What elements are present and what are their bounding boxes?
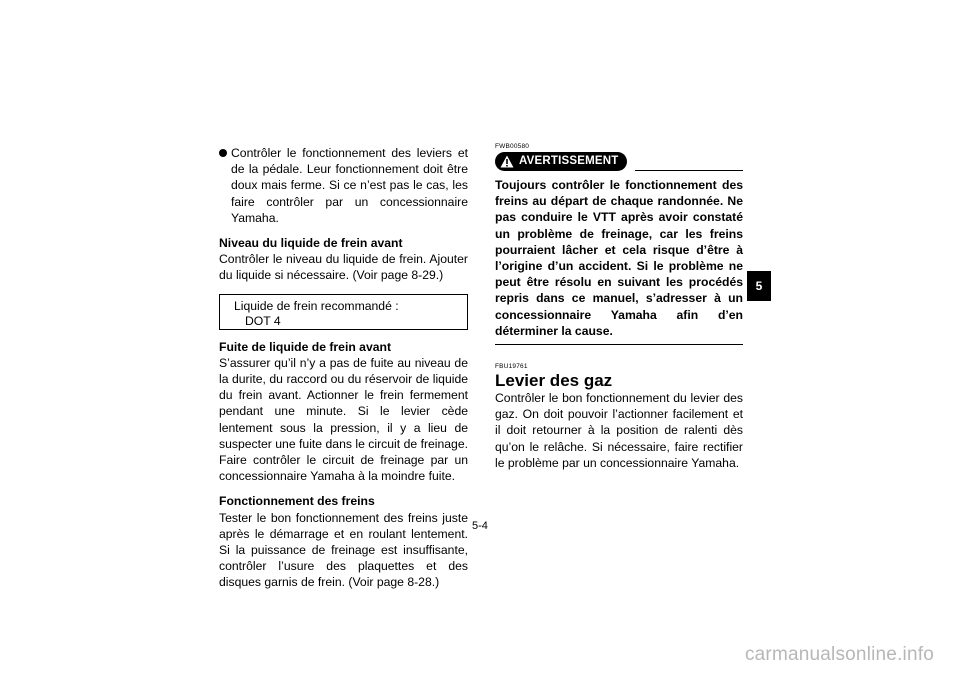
- brake-operation-body: Tester le bon fonctionnement des freins juste après le démarrage et en roulant lentement. Si la puissance de freinage est insuffisante, contrôler l’usure des plaquettes et des disques garnis de frein. (Voir page 8-28.): [219, 510, 468, 590]
- right-column: [495, 143, 743, 471]
- left-column: [219, 145, 468, 591]
- brake-fluid-leak-heading: Fuite de liquide de frein avant: [219, 339, 392, 354]
- section-code: FBU19761: [495, 363, 528, 371]
- warning-text: Toujours contrôler le fonctionnement des freins au départ de chaque randonnée. Ne pas conduire le VTT après avoir constaté un problème de freinage, car les freins pourraient lâcher et cela risque d’être à l’origine d’un accident. Si le problème ne peut être résolu en suivant les procédés repris dans ce manuel, s’adresser à un concessionnaire Yamaha afin d’en déterminer la cause.: [495, 178, 743, 338]
- brake-fluid-level-body: Contrôler le niveau du liquide de frein. Ajouter du liquide si nécessaire. (Voir page 8-29.): [219, 252, 468, 283]
- brake-fluid-level-heading: Niveau du liquide de frein avant: [219, 236, 403, 251]
- warning-code: FWB00580: [495, 143, 530, 150]
- recommended-fluid-box: [219, 294, 468, 330]
- bullet-text: Contrôler le fonctionnement des leviers et de la pédale. Leur fonctionnement doit être doux mais ferme. Si ce n’est pas le cas, les faire contrôler par un concessionnaire Yamaha.: [231, 146, 468, 225]
- recommended-fluid-label: Liquide de frein recommandé :: [234, 298, 399, 313]
- section-body: Contrôler le bon fonctionnement du levier des gaz. On doit pouvoir l’actionner facilement et il doit retourner à la position de ralenti dès qu’on le relâche. Si nécessaire, faire rectifier le problème par un concessionnaire Yamaha.: [495, 391, 743, 470]
- page-number: 5-4: [472, 520, 488, 532]
- brake-fluid-leak-body: S’assurer qu’il n’y a pas de fuite au niveau de la durite, du raccord ou du réservoir de liquide du frein avant. Actionner le frein fermement pendant une minute. Si le levier cède lentement sous la pression, il y a lieu de suspecter une fuite dans le circuit de freinage. Faire contrôler le circuit de freinage par un concessionnaire Yamaha à la moindre fuite.: [219, 355, 468, 484]
- section-title: Levier des gaz: [495, 371, 613, 391]
- brake-operation-heading: Fonctionnement des freins: [219, 494, 375, 509]
- bullet-item: [219, 145, 468, 226]
- chapter-tab: 5: [747, 271, 771, 301]
- bullet-dot-icon: [219, 149, 227, 157]
- warning-header-rule: [635, 170, 743, 171]
- warning-label: AVERTISSEMENT: [519, 155, 619, 168]
- warning-triangle-icon: [500, 155, 514, 168]
- watermark: carmanualsonline.info: [744, 644, 934, 665]
- recommended-fluid-value: DOT 4: [245, 313, 281, 328]
- warning-badge: [495, 152, 627, 171]
- warning-header: [495, 152, 743, 171]
